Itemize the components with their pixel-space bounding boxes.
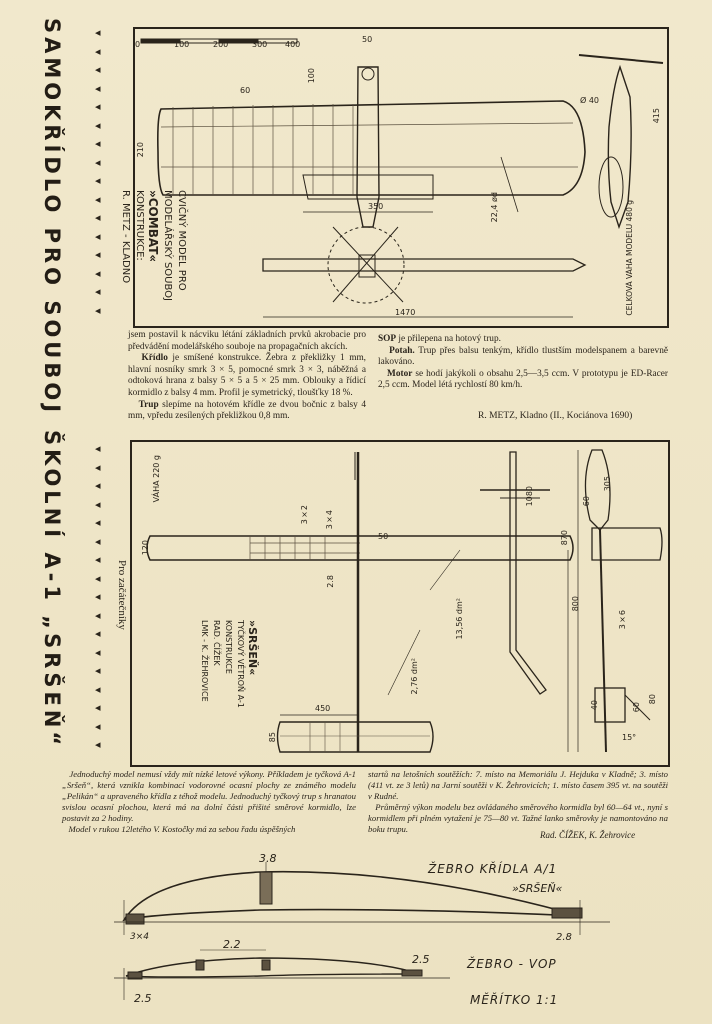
dim-label: 85 xyxy=(268,732,277,743)
dim-label: 350 xyxy=(368,202,384,211)
dim-label: 450 xyxy=(315,704,331,713)
trup-label: Trup xyxy=(138,399,159,410)
scale-tick: 200 xyxy=(213,40,229,49)
article2-signature: Rad. ČÍŽEK, K. Žehrovice xyxy=(540,830,636,840)
article1-col1 xyxy=(128,330,366,423)
dim-label: 100 xyxy=(307,68,316,84)
weight-label: CELKOVÁ VÁHA MODELU 480 g xyxy=(625,200,634,316)
article1-signature: R. METZ, Kladno (II., Kociánova 1690) xyxy=(478,411,633,421)
caption-line: CVIČNÝ MODEL PRO xyxy=(176,190,187,291)
arrow-column-bottom: ◂ ◂ ◂ ◂ ◂ ◂ ◂ ◂ ◂ ◂ ◂ ◂ ◂ ◂ ◂ ◂ ◂ xyxy=(95,442,101,751)
potah-text: Trup přes balsu tenkým, křídlo tlustším modelspanem a barevně lakováno. xyxy=(378,345,668,368)
dim-label: 305 xyxy=(603,476,612,492)
wing-rib-subtitle: »SRŠEŇ« xyxy=(512,882,563,895)
dim-label: 800 xyxy=(571,596,580,612)
side-title-top: SAMOKŘÍDLO PRO SOUBOJ xyxy=(40,18,64,417)
dim-label: 13,56 dm² xyxy=(455,598,464,640)
motor-label: Motor xyxy=(387,368,413,379)
scale-tick: 300 xyxy=(252,40,268,49)
dim-label: 60 xyxy=(632,702,641,713)
dim-label: 80 xyxy=(648,694,657,705)
dim-label: 3×4 xyxy=(130,932,149,942)
dim-label: 22,4 ød xyxy=(490,192,499,223)
sop-text: je přilepena na hotový trup. xyxy=(396,334,501,344)
dim-label: 210 xyxy=(136,142,145,158)
dim-label: 2.2 xyxy=(223,938,241,951)
dim-label: 3×6 xyxy=(618,610,627,630)
kridlo-label: Křídlo xyxy=(141,353,168,364)
dim-label: 3.8 xyxy=(259,852,277,865)
dim-label: 60 xyxy=(240,86,251,95)
caption-line: KONSTRUKCE xyxy=(224,620,233,674)
caption-line: R. METZ - KLADNO xyxy=(120,190,131,284)
dim-label: 1080 xyxy=(525,486,534,507)
dim-label: 15° xyxy=(622,733,637,742)
motor-text: se hodí jakýkoli o obsahu 2,5—3,5 ccm. V prototypu je ED-Racer 2,5 ccm. Model létá rychlostí 80 km/h. xyxy=(378,368,668,391)
article2-col2 xyxy=(368,769,668,835)
article1-col2 xyxy=(378,334,668,392)
srsen-weight: VÁHA 220 g xyxy=(152,455,161,503)
dim-label: 2.8 xyxy=(556,932,572,943)
dim-label: 2.5 xyxy=(134,992,152,1005)
dim-label: 2.5 xyxy=(412,953,430,966)
kridlo-text: je smíšené konstrukce. Žebra z překližky 1 mm, hlavní nosníky smrk 3 × 5, pomocné smrk 3 × 3, náběžná a odtoková hrana z balsy 5 × 5 a 5 × 25 mm. Oblouky a řídicí kormidlo z balsy 4 mm. Profil je symetrický, tloušťky 18 %. xyxy=(128,353,366,398)
trup-text: slepíme na hotovém křídle ze dvou bočnic z balsy 4 mm, vpředu zesílených překližkou 0,8 mm. xyxy=(128,399,366,422)
side-title-bottom: ŠKOLNÍ A-1 „SRŠEŇ“ xyxy=(40,430,64,750)
scale-tick: 0 xyxy=(135,40,141,49)
potah-label: Potah. xyxy=(389,345,415,356)
scale-label: MĚŘÍTKO 1:1 xyxy=(470,993,559,1007)
dim-label: 50 xyxy=(378,532,389,541)
article2-para4: Průměrný výkon modelu bez ovládaného směrového kormidla byl 60—64 vt., nyní s kormidlem při plném vytažení je 75—80 vt. Tažné lanko směrovky je namontováno na boku trupu. xyxy=(368,802,668,834)
scale-tick: 100 xyxy=(174,40,190,49)
caption-line: RAD. ČÍŽEK xyxy=(212,620,221,666)
dim-label: Ø 40 xyxy=(580,96,600,105)
dim-label: 870 xyxy=(560,530,569,546)
dim-label: 60 xyxy=(582,496,591,507)
article2-col1 xyxy=(62,769,356,835)
article2-para2: Model v rukou 12letého V. Kostočky má za sebou řadu úspěšných xyxy=(68,824,296,834)
dim-label: 3×2 xyxy=(300,505,309,525)
caption-line: KONSTRUKCE: xyxy=(134,190,145,261)
dim-label: 50 xyxy=(362,35,373,44)
combat-caption xyxy=(120,190,268,320)
scale-tick: 400 xyxy=(285,40,301,49)
article2-para3: startů na letošních soutěžích: 7. místo na Memoriálu J. Hejduka v Kladně; 3. místo (411 vt. ze 3 letů) na Jarní soutěži v K. Žehrovicích; 1. místo časem 395 vt. na soutěži v Rudné. xyxy=(368,769,668,801)
caption-line: »SRŠEŇ« xyxy=(246,620,259,676)
article1-intro: jsem postavil k nácviku létání základních prvků akrobacie pro předvádění modelářského souboje na propagačních akcích. xyxy=(128,330,366,352)
dim-label: 1470 xyxy=(395,308,416,317)
article2-para1: Jednoduchý model nemusí vždy mít nízké letové výkony. Příkladem je tyčková A-1 „Sršeň“, která vznikla kombinací vodorovné ocasní plochy ze známého modelu „Pelikán“ a upraveného křídla z téhož modelu. Jednoduchý tyčkový trup s hranatou svislou ocasní plochou, která má na dolní části přišité směrové kormidlo, lze postavit za 2 hodiny. xyxy=(62,769,356,823)
srsen-caption xyxy=(178,620,268,750)
caption-line: »COMBAT« xyxy=(146,190,160,263)
dim-label: 2.8 xyxy=(326,575,335,588)
dim-label: 415 xyxy=(652,108,661,124)
arrow-column-top: ◂ ◂ ◂ ◂ ◂ ◂ ◂ ◂ ◂ ◂ ◂ ◂ ◂ ◂ ◂ ◂ xyxy=(95,26,101,317)
dim-label: 3×4 xyxy=(325,510,334,530)
wing-rib-title: ŽEBRO KŘÍDLA A/1 xyxy=(428,862,558,876)
caption-line: MODELÁŘSKÝ SOUBOJ xyxy=(162,190,173,301)
dim-label: 2,76 dm² xyxy=(410,658,419,695)
side-subtitle: Pro začátečníky xyxy=(116,560,128,630)
dim-label: 40 xyxy=(590,700,599,711)
caption-line: LMK - K. ŽEHROVICE xyxy=(200,620,209,702)
dim-label: 120 xyxy=(141,540,150,556)
vop-rib-title: ŽEBRO - VOP xyxy=(467,957,557,971)
caption-line: TYČKOVÝ VĚTROŇ A-1 xyxy=(236,620,245,708)
sop-label: SOP xyxy=(378,334,397,344)
